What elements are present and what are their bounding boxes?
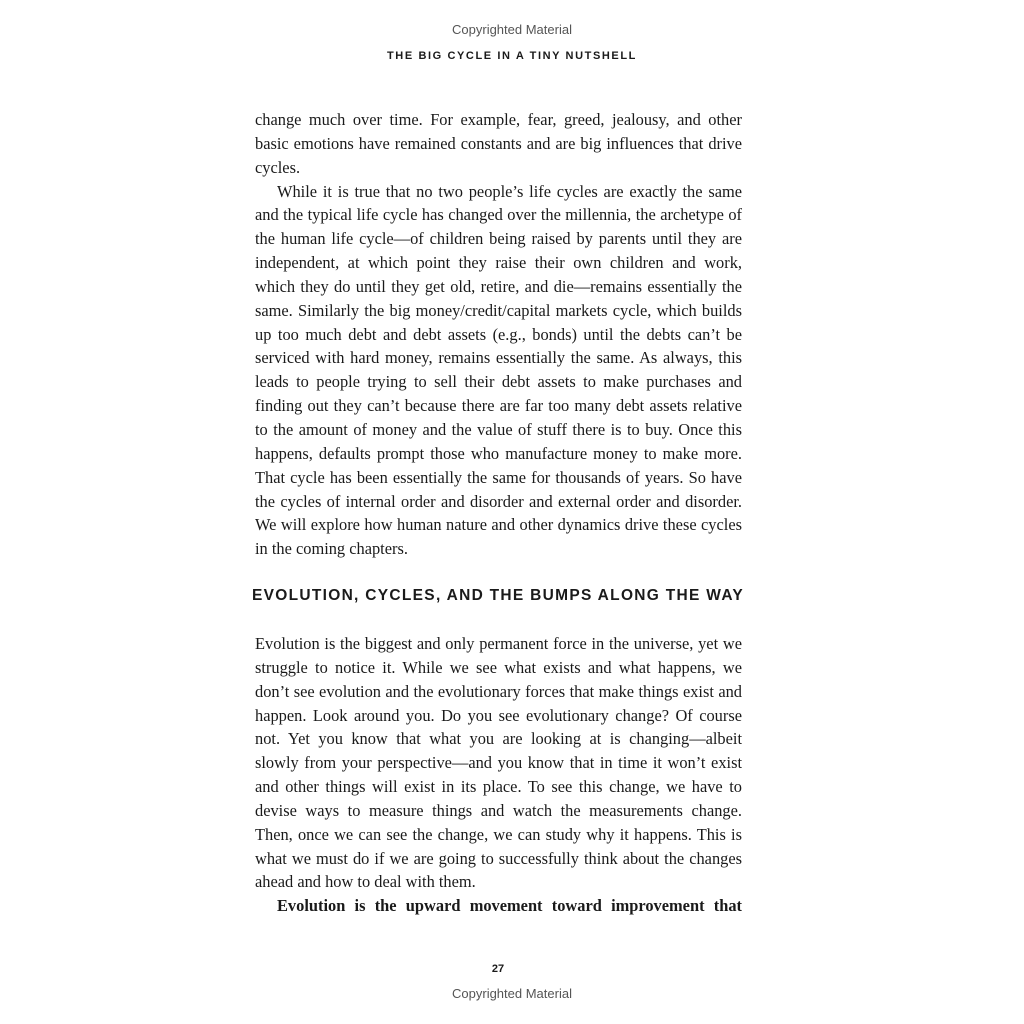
page-number: 27: [491, 963, 505, 975]
copyright-notice-top: Copyrighted Material: [452, 22, 572, 37]
paragraph-life-cycle: While it is true that no two people’s life cycles are exactly the same and the typical life cycle has changed over the millennia, the archetype of the human life cycle—of children being raised by parents until they are independent, at which point they raise their own children and work, which they do until they get old, retire, and die—remains essentially the same. Similarly the big money/credit/capital markets cycle, which builds up too much debt and debt assets (e.g., bonds) until the debts can’t be serviced with hard money, remains essentially the same. As always, this leads to people trying to sell their debt assets to make purchases and finding out they can’t because there are far too many debt assets relative to the amount of money and the value of stuff there is to buy. Once this happens, defaults prompt those who manufacture money to make more. That cycle has been essentially the same for thousands of years. So have the cycles of internal order and disorder and external order and disorder. We will explore how human nature and other dynamics drive these cycles in the coming chapters.: [255, 181, 742, 559]
section-heading: EVOLUTION, CYCLES, AND THE BUMPS ALONG THE WAY: [251, 587, 745, 604]
copyright-notice-bottom: Copyrighted Material: [452, 986, 572, 1001]
running-head: THE BIG CYCLE IN A TINY NUTSHELL: [386, 50, 638, 62]
paragraph-evolution-bold: Evolution is the upward movement toward improvement that: [277, 896, 742, 916]
paragraph-continued: change much over time. For example, fear, greed, jealousy, and other basic emotions have remained constants and are big influences that drive cycles.: [255, 110, 742, 177]
body-text-lower: [255, 632, 742, 918]
body-text-upper: [255, 108, 742, 561]
paragraph-evolution: Evolution is the biggest and only permanent force in the universe, yet we struggle to notice it. While we see what exists and what happens, we don’t see evolution and the evolutionary forces that make things exist and happen. Look around you. Do you see evolutionary change? Of course not. Yet you know that what you are looking at is changing—albeit slowly from your perspective—and you know that in time it won’t exist and other things will exist in its place. To see this change, we have to devise ways to measure things and watch the measurements change. Then, once we can see the change, we can study why it happens. This is what we must do if we are going to successfully think about the changes ahead and how to deal with them.: [255, 634, 742, 892]
